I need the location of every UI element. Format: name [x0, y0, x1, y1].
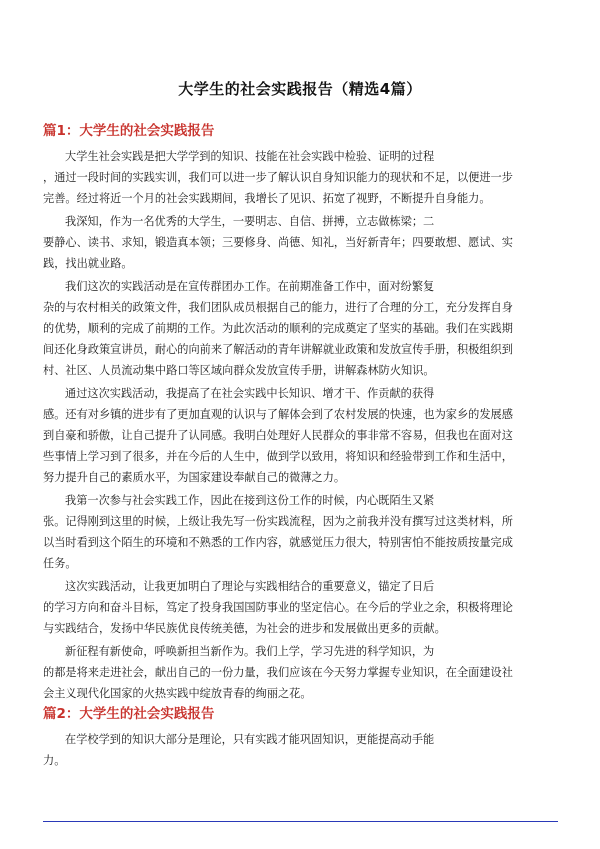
paragraph-line: 努力提升自己的素质水平，为国家建设奉献自己的微薄之力。 [43, 471, 346, 484]
paragraph-line: 感。还有对乡镇的进步有了更加直观的认识与了解体会到了农村发展的快速，也为家乡的发展感 [43, 408, 513, 421]
paragraph-line: 的优势，顺利的完成了前期的工作。为此次活动的顺利的完成奠定了坚实的基础。我们在实践期 [43, 322, 513, 335]
paragraph-line: 杂的与农村相关的政策文件，我们团队成员根据自己的能力，进行了合理的分工，充分发挥自身 [43, 301, 513, 314]
section-heading-2: 篇2：大学生的社会实践报告 [43, 706, 215, 722]
paragraph [43, 276, 558, 381]
paragraph [43, 729, 558, 771]
paragraph [43, 146, 558, 209]
paragraph [43, 211, 558, 274]
paragraph-line: 我们这次的实践活动是在宣传群团办工作。在前期准备工作中，面对纷繁复 [65, 280, 435, 293]
paragraph [43, 383, 558, 488]
paragraph [43, 576, 558, 639]
paragraph-line: 新征程有新使命，呼唤新担当新作为。我们上学，学习先进的科学知识，为 [65, 645, 435, 658]
paragraph-line: 村、社区、人员流动集中路口等区域向群众发放宣传手册，讲解森林防火知识。 [43, 364, 435, 377]
page-title: 大学生的社会实践报告（精选4篇） [178, 80, 422, 98]
paragraph-line: 的都是将来走进社会，献出自己的一份力量，我们应该在今天努力掌握专业知识，在全面建设社 [43, 666, 513, 679]
paragraph-line: ，通过一段时间的实践实训，我们可以进一步了解认识自身知识能力的现状和不足，以便进一步 [43, 171, 513, 184]
paragraph-line: 的学习方向和奋斗目标，笃定了投身我国国防事业的坚定信心。在今后的学业之余，积极将理论 [43, 601, 513, 614]
paragraph-line: 我深知，作为一名优秀的大学生，一要明志、自信、拼搏，立志做栋梁；二 [65, 215, 435, 228]
paragraph-line: 以当时看到这个陌生的环境和不熟悉的工作内容，就感觉压力很大，特别害怕不能按质按量完成 [43, 536, 513, 549]
paragraph-line: 到自豪和骄傲，让自己提升了认同感。我明白处理好人民群众的事非常不容易，但我也在面对这 [43, 429, 513, 442]
paragraph-line: 张。记得刚到这里的时候，上级让我先写一份实践流程，因为之前我并没有撰写过这类材料，所 [43, 515, 513, 528]
section-heading-1: 篇1：大学生的社会实践报告 [43, 123, 215, 139]
paragraph-line: 完善。经过将近一个月的社会实践期间，我增长了见识、拓宽了视野，不断提升自身能力。 [43, 192, 491, 205]
paragraph-line: 要静心、读书、求知，锻造真本领；三要修身、尚德、知礼，当好新青年；四要敢想、愿试、实 [43, 236, 513, 249]
paragraph [43, 641, 558, 704]
paragraph-line: 力。 [43, 754, 66, 767]
paragraph-line: 这次实践活动，让我更加明白了理论与实践相结合的重要意义，锚定了日后 [65, 580, 435, 593]
paragraph-line: 通过这次实践活动，我提高了在社会实践中长知识、增才干、作贡献的获得 [65, 387, 435, 400]
paragraph-line: 间还化身政策宣讲员，耐心的向前来了解活动的青年讲解就业政策和发放宣传手册，积极组织到 [43, 343, 513, 356]
paragraph-line: 在学校学到的知识大部分是理论，只有实践才能巩固知识，更能提高动手能 [65, 733, 435, 746]
paragraph [43, 490, 558, 574]
paragraph-line: 与实践结合，发扬中华民族优良传统美德，为社会的进步和发展做出更多的贡献。 [43, 622, 446, 635]
paragraph-line: 会主义现代化国家的火热实践中绽放青春的绚丽之花。 [43, 687, 312, 700]
footer-divider [43, 821, 558, 822]
paragraph-line: 大学生社会实践是把大学学到的知识、技能在社会实践中检验、证明的过程 [65, 150, 435, 163]
paragraph-line: 我第一次参与社会实践工作，因此在接到这份工作的时候，内心既陌生又紧 [65, 494, 435, 507]
paragraph-line: 践，找出就业路。 [43, 257, 133, 270]
paragraph-line: 些事情上学习到了很多，并在今后的人生中，做到学以致用，将知识和经验带到工作和生活中， [43, 450, 513, 463]
paragraph-line: 任务。 [43, 557, 77, 570]
